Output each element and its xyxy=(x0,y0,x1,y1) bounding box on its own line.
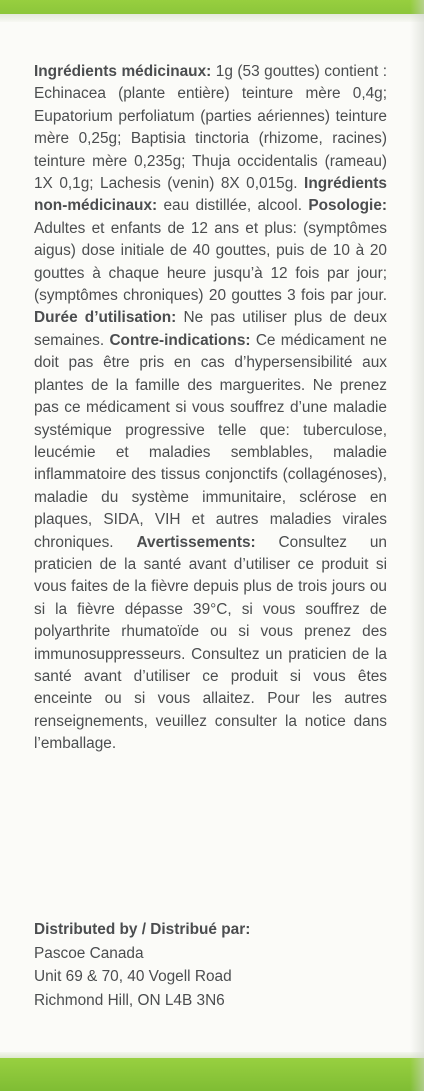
dosage-text: Adultes et enfants de 12 ans et plus: (symptômes aigus) dose initiale de 40 gouttes, puis de 10 à 20 gouttes à chaque heure jusqu’à 12 fois par jour; (symptômes chroniques) 20 gouttes 3 fois par jour. xyxy=(34,219,387,305)
duration-text: Ne pas utiliser plus de deux semaines. xyxy=(34,309,387,349)
ingredients-text-block xyxy=(34,61,387,756)
non-medicinal-label: Ingrédients non-médicinaux: xyxy=(34,175,387,215)
distributor-block xyxy=(34,918,387,1012)
contraindications-label: Contre-indications: xyxy=(109,331,251,349)
warnings-label: Avertissements: xyxy=(136,533,256,551)
dosage-label: Posologie: xyxy=(308,197,388,215)
distributor-heading: Distributed by / Distribué par: xyxy=(34,921,251,938)
distributor-name: Pascoe Canada xyxy=(34,944,144,962)
ingredients-label: Ingrédients médicinaux: xyxy=(34,63,212,80)
bottom-green-stripe xyxy=(0,1058,424,1091)
distributor-address-line: Unit 69 & 70, 40 Vogell Road xyxy=(34,968,232,985)
duration-label: Durée d’utilisation: xyxy=(34,309,177,327)
top-fold-shadow xyxy=(0,14,424,22)
warnings-text: Consultez un praticien de la santé avant d’utiliser ce produit si vous faites de la fièvre depuis plus de trois jours ou si la fièvre dépasse 39°C, si vous souffrez de polyarthrite rhumatoïde ou si vous prenez des immunosuppresseurs. Consultez un praticien de la santé avant d’utiliser ce produit si vous êtes enceinte ou si vous allaitez. Pour les autres renseignements, veuillez consulter la notice dans l’emballage. xyxy=(34,533,387,753)
ingredients-text: 1g (53 gouttes) contient : Echinacea (plante entière) teinture mère 0,4g; Eupatorium perfoliatum (parties aériennes) teinture mère 0,25g; Baptisia tinctoria (rhizome, racines) teinture mère 0,235g; Thuja occidentalis (rameau) 1X 0,1g; Lachesis (venin) 8X 0,015g. xyxy=(34,63,388,193)
right-edge-shadow xyxy=(410,0,424,1091)
contraindications-text: Ce médicament ne doit pas être pris en cas d’hypersensibilité aux plantes de la famille des marguerites. Ne prenez pas ce médicament si vous souffrez d’une maladie systémique progressive telle que: tuberculose, leucémie et maladies semblables, maladie inflammatoire des tissus conjonctifs (collagénoses), maladie du système immunitaire, sclérose en plaques, SIDA, VIH et autres maladies virales chroniques. xyxy=(34,331,387,551)
non-medicinal-text: eau distillée, alcool. xyxy=(163,197,302,215)
top-green-stripe xyxy=(0,0,424,14)
distributor-city-line: Richmond Hill, ON L4B 3N6 xyxy=(34,991,225,1009)
